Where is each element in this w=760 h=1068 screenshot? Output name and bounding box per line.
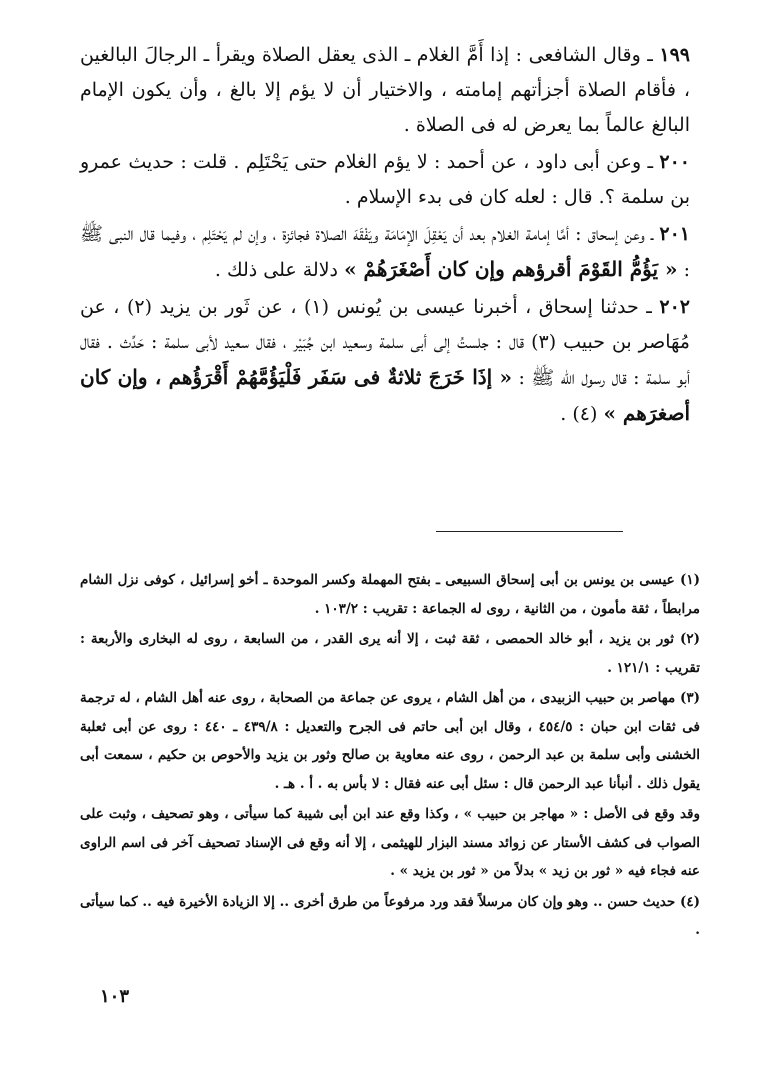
paragraph-tail: (٤) . <box>560 403 598 425</box>
paragraph-number: ٢٠١ <box>659 223 690 245</box>
paragraph-tail: دلالة على ذلك . <box>214 259 339 281</box>
paragraph-text: ـ وعن أبى داود ، عن أحمد : لا يؤم الغلام حتى يَحْتَلِم . قلت : حديث عمرو بن سلمة ؟. قال : لعله كان فى بدء الإسلام . <box>80 151 690 208</box>
paragraph-202 <box>80 290 690 432</box>
paragraph-number: ١٩٩ <box>659 44 690 66</box>
hadith-quote: « إذَا خَرَجَ ثلاثةٌ فى سَفَر فَلْيَؤُمَّهُمْ أَقْرَؤُهم ، وإن كان أصغرَهم » <box>80 365 690 425</box>
footnote-4: (٤) حديث حسن .. وهو وإن كان مرسلاً فقد ورد مرفوعاً من طرق أخرى .. إلا الزيادة الأخيرة فيه .. كما سيأتى . <box>80 893 700 938</box>
paragraph-text: ـ حدثنا إسحاق ، أخبرنا عيسى بن يُونس (١) ، عن ثَور بن يزيد (٢) ، عن مُهَاصر بن حبيب (٣) قال : جلستُ إلى أبى سلمة وسعيد ابن جُبَيْر ، فقال سعيد لأبى سلمة : حَدِّث . فقال أبو سلمة : قال رسول الله ﷺ : <box>80 296 690 389</box>
footnote-3: (٣) مهاصر بن حبيب الزبيدى ، من أهل الشام ، يروى عن جماعة من الصحابة ، روى عنه أهل الشام ، له ترجمة فى ثقات ابن حبان : ٤٥٤/٥ ، وقال ابن أبى حاتم فى الجرح والتعديل : ٤٣٩/٨ ـ ٤٤٠ : روى عن أبى ثعلبة الخشنى وأبى سلمة بن عبد الرحمن ، روى عنه معاوية بن صالح وثور بن يزيد والأحوص بن حكيم ، سمعت أبى يقول ذلك . أنبأنا عبد الرحمن قال : سئل أبى عنه فقال : لا بأس به . أ . هـ . <box>80 690 700 792</box>
footnote-1: (١) عيسى بن يونس بن أبى إسحاق السبيعى ـ بفتح المهملة وكسر الموحدة ـ أخو إسرائيل ، كوفى نزل الشام مرابطاً ، ثقة مأمون ، من الثانية ، روى له الجماعة : تقريب : ١٠٣/٢ . <box>80 572 700 617</box>
paragraph-text: ـ وقال الشافعى : إذا أَمَّ الغلام ـ الذى يعقل الصلاة ويقرأ ـ الرجالَ البالغين ، فأقام الصلاة أجزأتهم إمامته ، والاختيار أن لا يؤم إلا بالغ ، وأن يكون الإمام البالغ عالماً بما يعرض له فى الصلاة . <box>80 44 690 136</box>
paragraph-number: ٢٠٠ <box>659 151 690 173</box>
footnotes <box>80 566 700 947</box>
footnote-divider <box>436 531 623 532</box>
page-number: ١٠٣ <box>100 986 130 1007</box>
hadith-quote: « يَؤُمُّ القَوْمَ أقرؤهم وإن كان أَصْغَرَهُمْ » <box>344 257 678 281</box>
paragraph-201 <box>80 217 690 288</box>
main-text <box>80 38 690 434</box>
footnote-3-continued: وقد وقع فى الأصل : « مهاجر بن حبيب » ، وكذا وقع عند ابن أبى شيبة كما سيأتى ، وهو تصحيف ، وثبت على الصواب فى كشف الأستار عن زوائد مسند البزار للهيثمى ، إلا أنه وقع فى الإسناد تصحيف آخر فى اسم الراوى عنه فجاء فيه « ثور بن زيد » بدلاً من « ثور بن يزيد » . <box>80 806 700 879</box>
paragraph-200 <box>80 145 690 215</box>
paragraph-text: ـ وعن إسحاق : أمَّا إمامة الغلام بعد أن يَعْقِلَ الإمَامَة ويَفْقَهَ الصلاة فجائزة ، وإن لم يَحْتَلِم ، وفيما قال النبى ﷺ : <box>80 223 690 281</box>
paragraph-number: ٢٠٢ <box>659 296 690 318</box>
paragraph-199 <box>80 38 690 143</box>
footnote-2: (٢) ثور بن يزيد ، أبو خالد الحمصى ، ثقة ثبت ، إلا أنه يرى القدر ، من السابعة ، روى له البخارى والأربعة : تقريب : ١٢١/١ . <box>80 631 700 676</box>
